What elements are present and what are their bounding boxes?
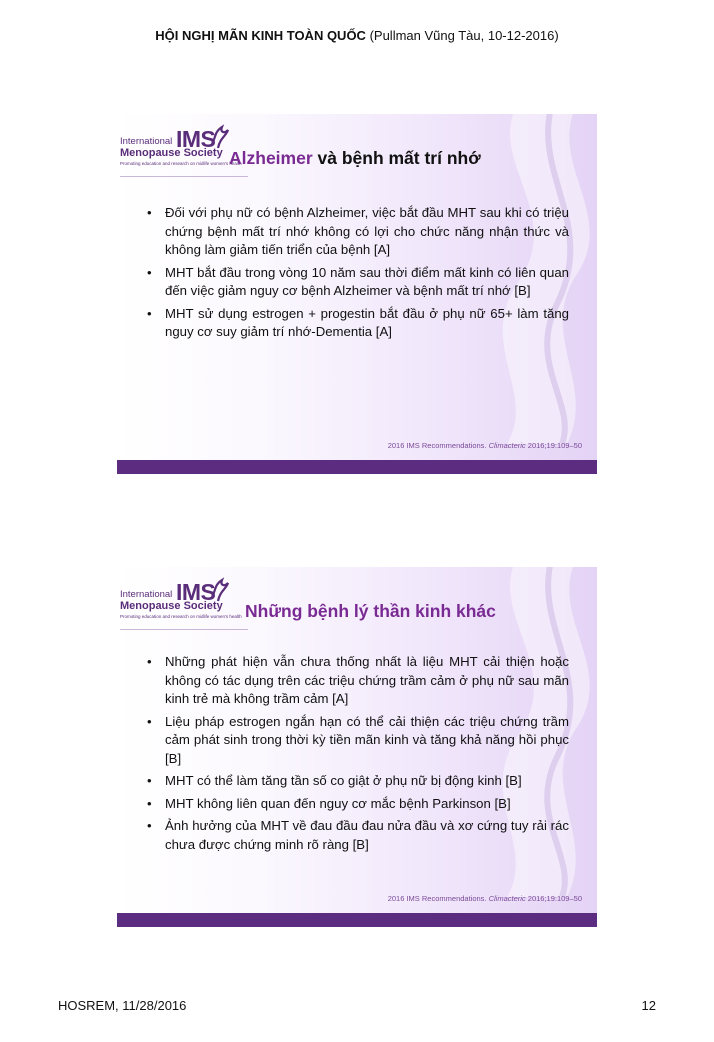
slide-bottom-bar (117, 913, 597, 927)
slide-2 (117, 567, 597, 927)
citation (388, 894, 582, 903)
logo-international: International (120, 589, 173, 600)
logo-menopause-society: Menopause Society (120, 147, 223, 159)
citation-source: 2016 IMS Recommendations. (387, 441, 489, 450)
slide-title (229, 148, 481, 169)
header-title: HỘI NGHỊ MÃN KINH TOÀN QUỐC (155, 28, 366, 43)
bullet-item: • MHT không liên quan đến nguy cơ mắc bệnh Parkinson [B] (145, 795, 569, 814)
ims-logo (120, 122, 240, 166)
title-accent: Alzheimer (229, 148, 313, 168)
slide-bottom-bar (117, 460, 597, 474)
bullet-item: • Đối với phụ nữ có bệnh Alzheimer, việc bắt đầu MHT sau khi có triệu chứng bệnh mất trí nhớ không có lợi cho chức năng nhận thức và không làm giảm tiến triển của bệnh [A] (145, 204, 569, 260)
bullet-item: • MHT bắt đầu trong vòng 10 năm sau thời điểm mất kinh có liên quan đến việc giảm nguy cơ bệnh Alzheimer và bệnh mất trí nhớ [B] (145, 264, 569, 301)
logo-divider (120, 629, 248, 630)
citation-journal: Climacteric (488, 441, 526, 450)
page-header (0, 28, 714, 43)
citation-volume: 2016;19:109–50 (525, 894, 582, 903)
bullet-item: • Những phát hiện vẫn chưa thống nhất là liệu MHT cải thiện hoặc không có tác dụng trên các triệu chứng trầm cảm ở phụ nữ sau mãn kinh trẻ mà không trầm cảm [A] (145, 653, 569, 709)
logo-ims: IMS (176, 126, 216, 152)
citation-volume: 2016;19:109–50 (525, 441, 582, 450)
slide-1 (117, 114, 597, 474)
bullet-item: • Ảnh hưởng của MHT về đau đầu đau nửa đầu và xơ cứng tuy rải rác chưa được chứng minh rõ ràng [B] (145, 817, 569, 854)
slide-title: Những bệnh lý thần kinh khác (245, 601, 496, 621)
bullet-item: • MHT có thể làm tăng tần số co giật ở phụ nữ bị động kinh [B] (145, 772, 569, 791)
logo-tagline: Promoting education and research on midlife women's health (120, 161, 242, 166)
footer-source-date: HOSREM, 11/28/2016 (58, 998, 187, 1013)
logo-tagline: Promoting education and research on midlife women's health (120, 614, 242, 619)
bullet-item: • MHT sử dụng estrogen + progestin bắt đầu ở phụ nữ 65+ làm tăng nguy cơ suy giảm trí nhớ-Dementia [A] (145, 305, 569, 342)
header-subtitle: (Pullman Vũng Tàu, 10-12-2016) (369, 28, 559, 43)
ims-logo (120, 575, 240, 619)
title-rest: và bệnh mất trí nhớ (312, 148, 481, 168)
bullet-list (145, 653, 569, 858)
bullet-item: • Liệu pháp estrogen ngắn hạn có thể cải thiện các triệu chứng trầm cảm phát sinh trong thời kỳ tiền mãn kinh và tăng khả năng hồi phục [B] (145, 713, 569, 769)
logo-international: International (120, 136, 173, 147)
logo-divider (120, 176, 248, 177)
logo-ims: IMS (176, 579, 216, 605)
logo-menopause-society: Menopause Society (120, 600, 223, 612)
logo-bird-icon (208, 577, 230, 603)
citation-journal: Climacteric (488, 894, 526, 903)
page-number: 12 (641, 998, 656, 1013)
citation (388, 441, 582, 450)
citation-source: 2016 IMS Recommendations. (387, 894, 489, 903)
bullet-list (145, 204, 569, 346)
logo-bird-icon (208, 124, 230, 150)
